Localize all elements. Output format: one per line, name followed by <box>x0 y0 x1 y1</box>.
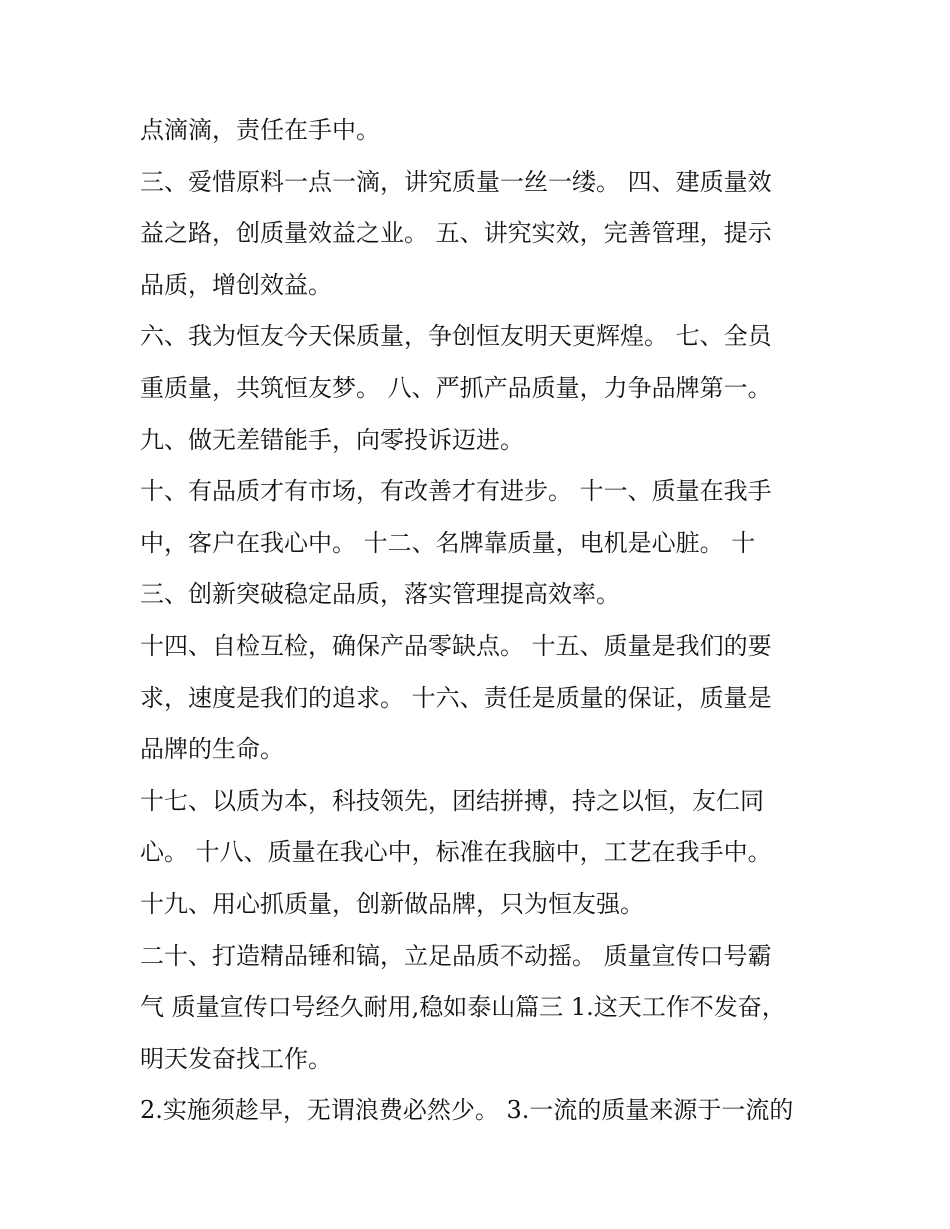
text-line: 六、我为恒友今天保质量，争创恒友明天更辉煌。 七、全员 <box>140 322 772 351</box>
text-line: 二十、打造精品锤和镐，立足品质不动摇。 质量宣传口号霸 <box>140 941 772 970</box>
text-line: 三、爱惜原料一点一滴，讲究质量一丝一缕。 四、建质量效 <box>140 167 772 196</box>
text-line: 品质，增创效益。 <box>140 270 332 299</box>
text-line: 益之路，创质量效益之业。 五、讲究实效，完善管理，提示 <box>140 219 772 248</box>
text-line: 三、创新突破稳定品质，落实管理提高效率。 <box>140 580 620 609</box>
text-line: 点滴滴，责任在手中。 <box>140 116 380 144</box>
text-line: 十、有品质才有市场，有改善才有进步。 十一、质量在我手 <box>140 477 772 506</box>
text-line: 中，客户在我心中。 十二、名牌靠质量，电机是心脏。 十 <box>140 528 756 557</box>
text-line: 气 质量宣传口号经久耐用,稳如泰山篇三 1.这天工作不发奋， <box>140 993 786 1022</box>
text-line: 重质量，共筑恒友梦。 八、严抓产品质量，力争品牌第一。 <box>140 373 772 402</box>
document-body <box>140 105 820 1137</box>
text-line: 心。 十八、质量在我心中，标准在我脑中，工艺在我手中。 <box>140 838 772 867</box>
text-line: 十七、以质为本，科技领先，团结拼搏，持之以恒，友仁同 <box>140 786 764 815</box>
text-line: 求，速度是我们的追求。 十六、责任是质量的保证，质量是 <box>140 683 772 712</box>
text-line: 十四、自检互检，确保产品零缺点。 十五、质量是我们的要 <box>140 631 772 660</box>
text-line: 明天发奋找工作。 <box>140 1044 332 1073</box>
text-line: 2.实施须趁早，无谓浪费必然少。 3.一流的质量来源于一流的 <box>140 1096 794 1125</box>
text-line: 九、做无差错能手，向零投诉迈进。 <box>140 425 524 454</box>
text-line: 品牌的生命。 <box>140 735 284 764</box>
text-line: 十九、用心抓质量，创新做品牌，只为恒友强。 <box>140 889 644 918</box>
